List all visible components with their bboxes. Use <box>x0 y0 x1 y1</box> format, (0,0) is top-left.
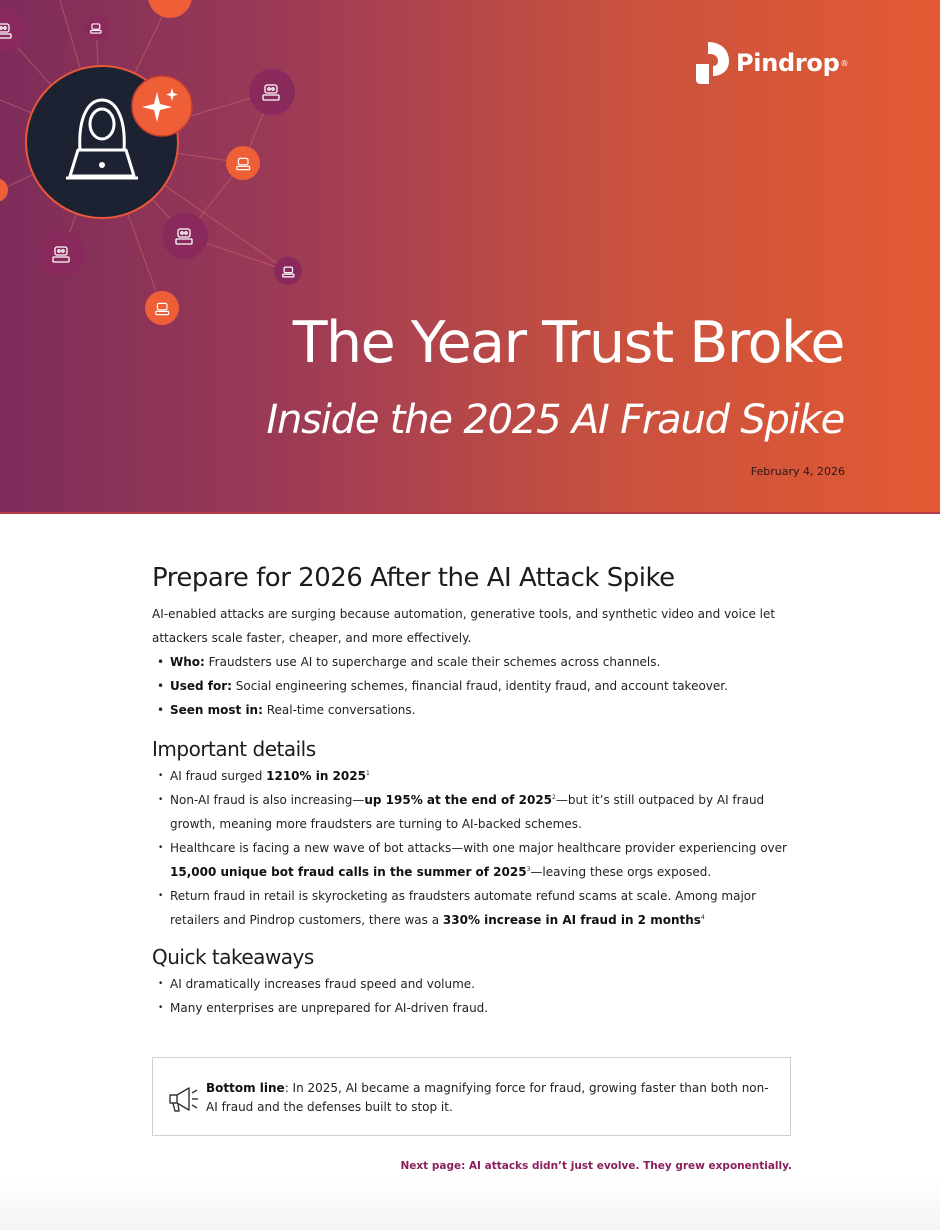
item-text: —leaving these orgs exposed. <box>530 865 712 879</box>
footnote-ref: 3 <box>526 866 531 873</box>
item-highlight: up 195% at the end of 2025 <box>364 793 553 807</box>
megaphone-icon <box>167 1084 201 1114</box>
item-text: AI fraud surged <box>170 769 267 783</box>
item-label: Seen most in: <box>170 703 263 717</box>
list-item <box>152 650 792 674</box>
section-title-quick-takeaways: Quick takeaways <box>152 945 314 969</box>
robot-node <box>226 146 260 180</box>
sparkle-icon <box>132 76 192 136</box>
takeaways-list <box>152 972 792 1020</box>
bottom-line-label: Bottom line <box>206 1081 285 1095</box>
item-highlight: 1210% in 2025 <box>266 769 366 783</box>
bottom-line-body: : In 2025, AI became a magnifying force for fraud, growing faster than both non-AI fraud and the defenses built to stop it. <box>206 1081 769 1114</box>
page-subtitle: Inside the 2025 AI Fraud Spike <box>266 397 844 443</box>
section-title-prepare: Prepare for 2026 After the AI Attack Spike <box>152 563 675 593</box>
robot-node <box>84 16 108 40</box>
intro-paragraph: AI-enabled attacks are surging because automation, generative tools, and synthetic video and voice let attackers scale faster, cheaper, and more effectively. <box>152 607 776 645</box>
item-highlight: 15,000 unique bot fraud calls in the summer of 2025 <box>170 865 527 879</box>
robot-node <box>145 291 179 325</box>
item-highlight: 330% increase in AI fraud in 2 months <box>442 913 701 927</box>
summary-list <box>152 650 792 722</box>
robot-node <box>274 257 302 285</box>
item-text: Healthcare is facing a new wave of bot attacks—with one major healthcare provider experiencing over <box>170 841 787 855</box>
list-item <box>152 764 792 788</box>
item-text: Non-AI fraud is also increasing— <box>170 793 365 807</box>
robot-node <box>0 8 26 52</box>
footer-shadow <box>0 1180 940 1230</box>
ai-fraud-network-illustration <box>0 0 420 360</box>
details-list <box>152 764 792 932</box>
item-text: Return fraud in retail is skyrocketing as fraudsters automate refund scams at scale. Among major retailers and Pindrop customers, there was a <box>170 889 757 927</box>
robot-node <box>249 69 295 115</box>
bottom-line-callout <box>152 1057 791 1136</box>
robot-node <box>162 213 208 259</box>
list-item <box>152 788 792 836</box>
item-text: Real-time conversations. <box>262 703 416 717</box>
main-content <box>152 558 792 1020</box>
item-label: Who: <box>170 655 205 669</box>
list-item <box>152 674 792 698</box>
hero-banner <box>0 0 940 512</box>
pindrop-logo-mark <box>696 42 730 84</box>
footnote-ref: 4 <box>700 914 705 921</box>
item-text: —but it’s still outpaced by AI fraud growth, meaning more fraudsters are turning to AI-backed schemes. <box>170 793 765 831</box>
list-item <box>152 836 792 884</box>
robot-node <box>148 0 192 18</box>
list-item: • AI dramatically increases fraud speed and volume. <box>152 972 792 996</box>
list-item: • Many enterprises are unprepared for AI-driven fraud. <box>152 996 792 1020</box>
item-text: Fraudsters use AI to supercharge and scale their schemes across channels. <box>204 655 661 669</box>
item-text: Social engineering schemes, financial fraud, identity fraud, and account takeover. <box>231 679 728 693</box>
page-title: The Year Trust Broke <box>292 310 844 376</box>
footnote-ref: 1 <box>365 770 370 777</box>
list-item <box>152 698 792 722</box>
item-label: Used for: <box>170 679 232 693</box>
list-item <box>152 884 792 932</box>
next-page-link[interactable]: Next page: AI attacks didn’t just evolve. They grew exponentially. <box>400 1160 792 1172</box>
pindrop-logo <box>696 42 849 84</box>
publish-date: February 4, 2026 <box>750 465 845 478</box>
registered-mark: ® <box>840 58 849 68</box>
robot-node <box>39 231 85 277</box>
section-title-important-details: Important details <box>152 737 316 761</box>
brand-name: Pindrop <box>736 49 840 77</box>
footnote-ref: 2 <box>552 794 556 801</box>
hero-divider <box>0 512 940 514</box>
bottom-line-text <box>206 1079 776 1117</box>
